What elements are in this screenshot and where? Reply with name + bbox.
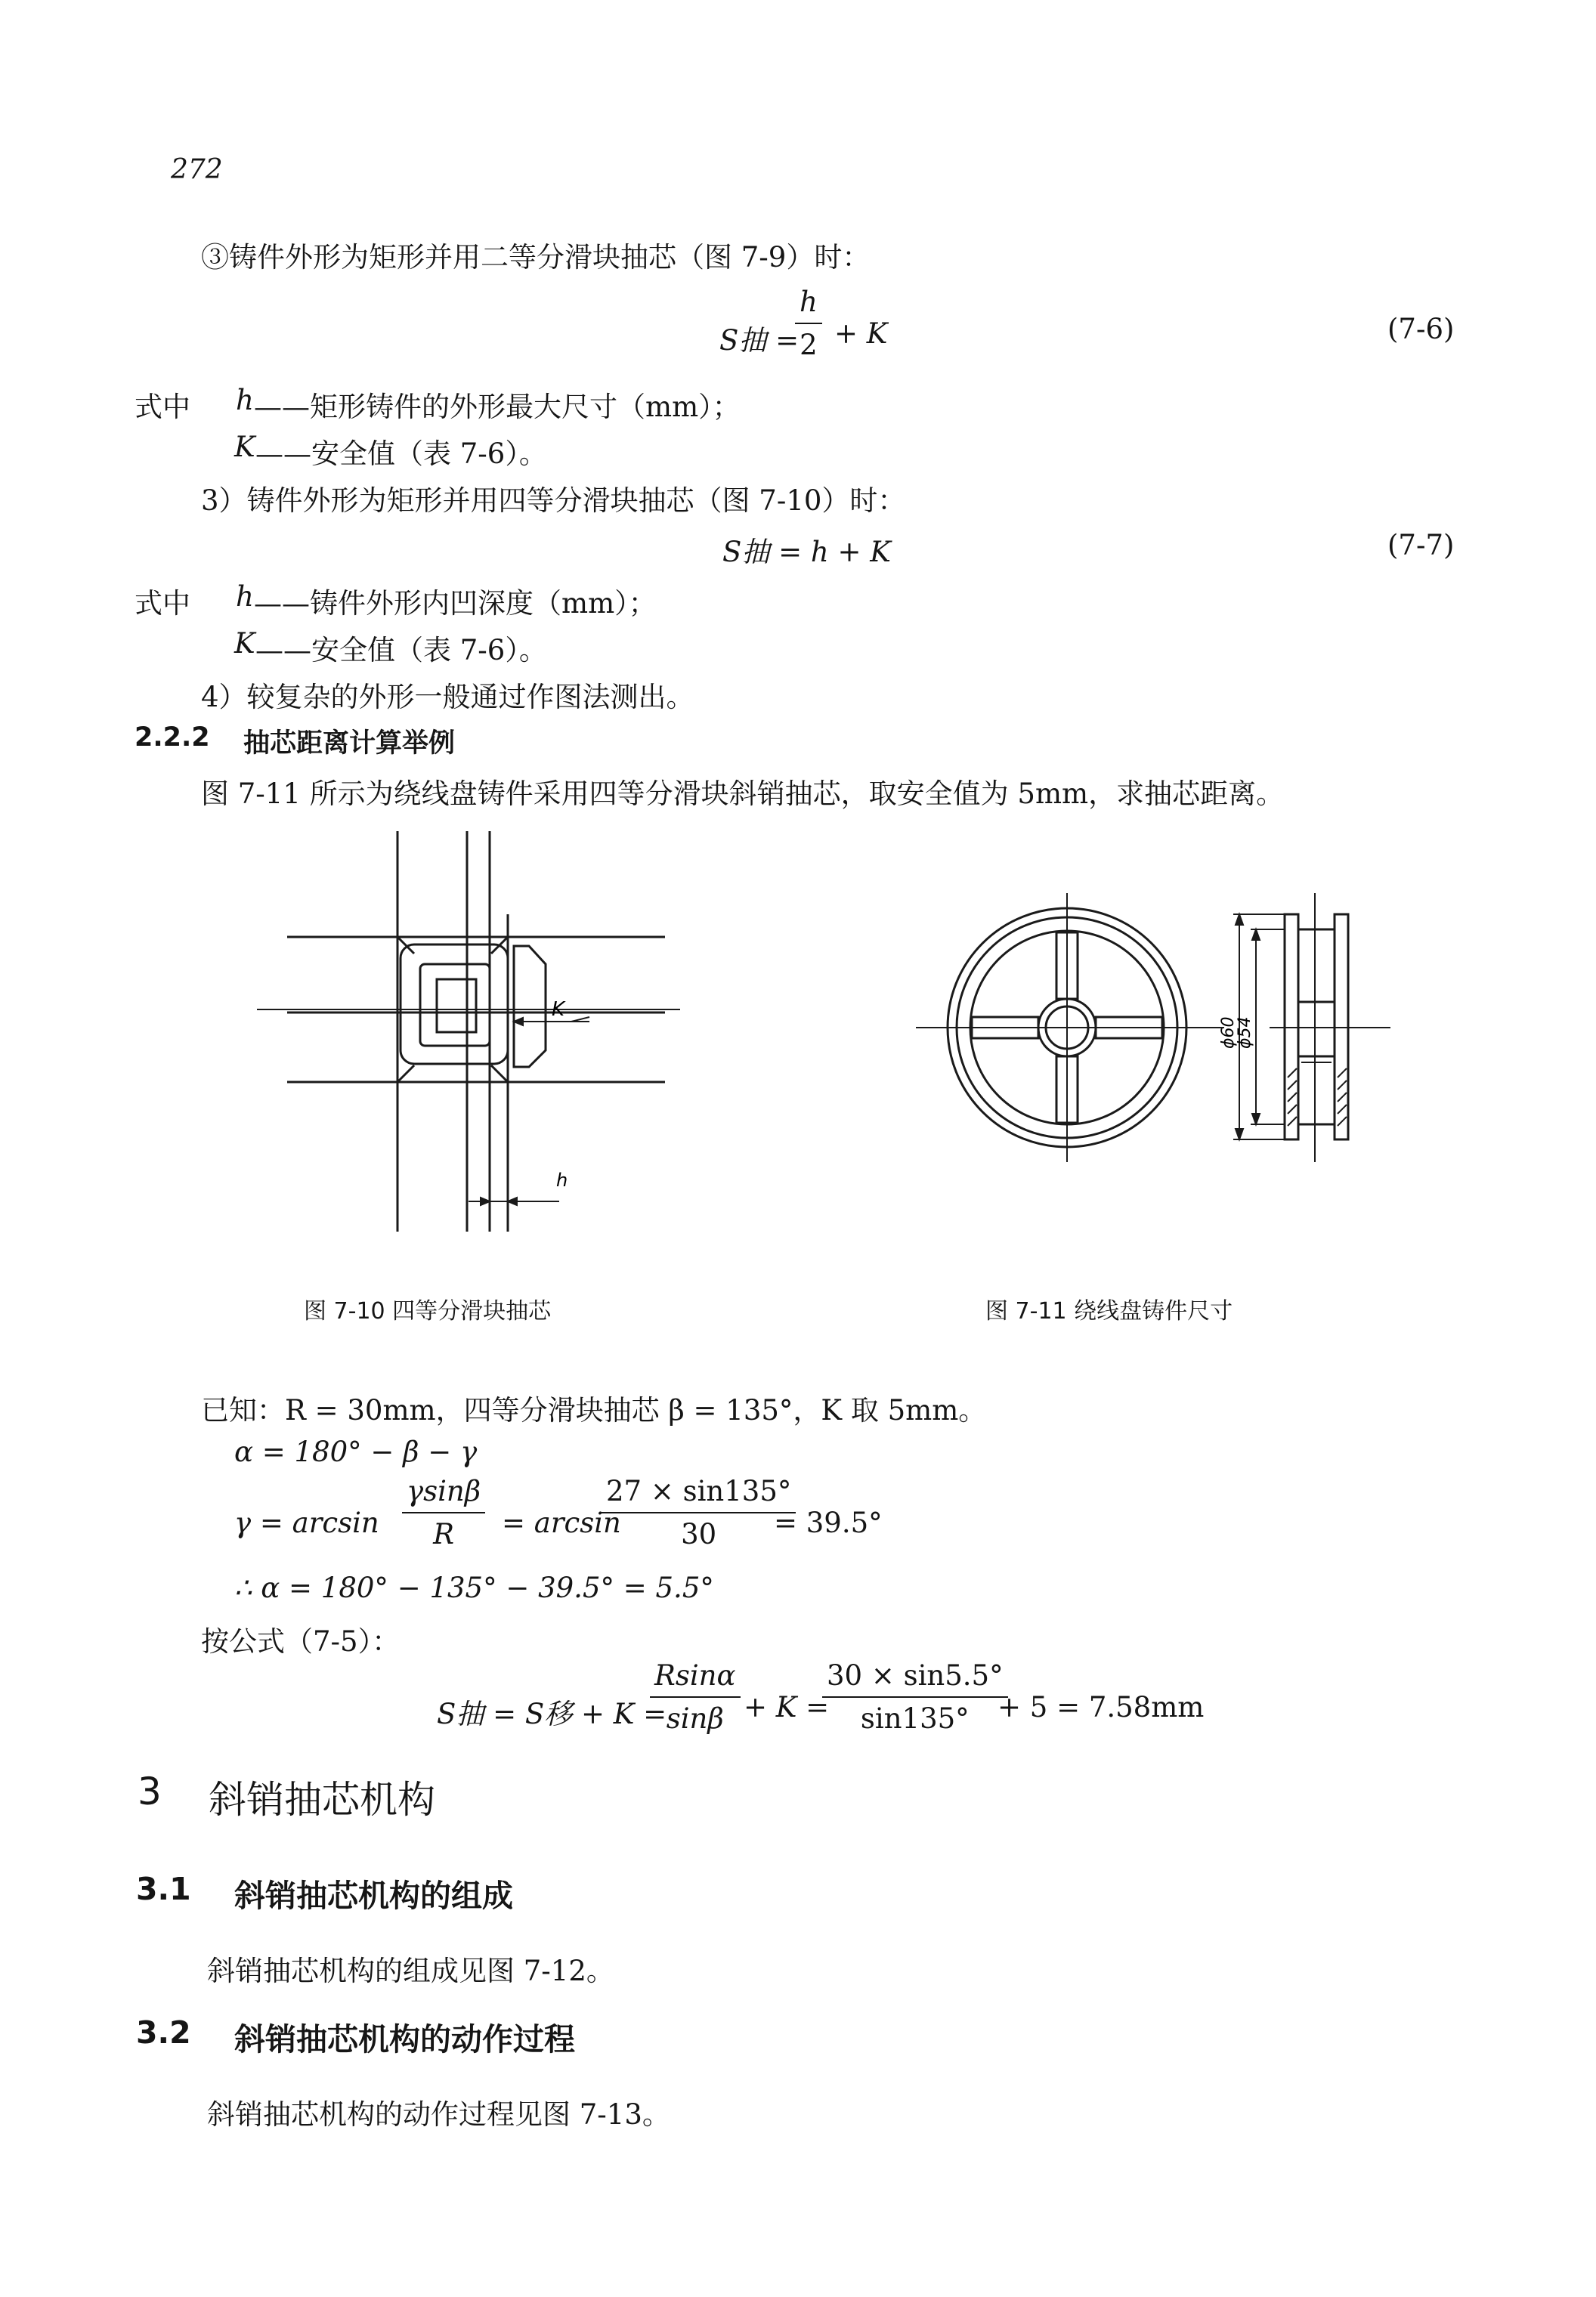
figure-7-11-inner-diameter: ϕ54: [1236, 1016, 1254, 1049]
alpha-result: ∴ α = 180° − 135° − 39.5° = 5.5°: [234, 1572, 714, 1604]
gamma-fraction-2: [602, 1475, 796, 1550]
where1-h-symbol: h: [236, 384, 254, 416]
final-fraction-1-numerator: Rsinα: [654, 1659, 736, 1692]
section-3-1-body: 斜销抽芯机构的组成见图 7-12。: [207, 1955, 614, 1987]
gamma-fraction-2-denominator: 30: [602, 1512, 796, 1550]
where1-lead: 式中: [135, 391, 190, 423]
figure-7-10-k-label: K: [552, 998, 565, 1021]
where2-k-definition: ——安全值（表 7-6）。: [255, 634, 547, 666]
section-3-1-number: 3.1: [136, 1871, 191, 1907]
gamma-fraction-1-denominator: R: [402, 1512, 485, 1550]
final-mid: + K =: [744, 1691, 830, 1724]
final-lhs: S抽 = S移 + K =: [437, 1698, 667, 1730]
eq76-label: (7-6): [1387, 313, 1455, 345]
section-2-2-2-number: 2.2.2: [135, 722, 210, 753]
example-text: 图 7-11 所示为绕线盘铸件采用四等分滑块斜销抽芯，取安全值为 5mm，求抽芯距离。: [201, 778, 1285, 810]
section-3-1-title: 斜销抽芯机构的组成: [234, 1878, 513, 1914]
figure-7-11-caption: 图 7-11 绕线盘铸件尺寸: [985, 1298, 1233, 1325]
where2-k-symbol: K: [234, 627, 255, 660]
where1-k-definition: ——安全值（表 7-6）。: [255, 437, 547, 470]
section-3-title: 斜销抽芯机构: [209, 1778, 435, 1822]
by-formula-text: 按公式（7-5）：: [201, 1625, 401, 1658]
final-fraction-2-numerator: 30 × sin5.5°: [827, 1659, 1004, 1692]
section-2-2-2-title: 抽芯距离计算举例: [243, 728, 456, 759]
where2-h-definition: ——铸件外形内凹深度（mm）；: [254, 587, 657, 620]
final-fraction-2: [822, 1659, 1008, 1735]
section-3-2-number: 3.2: [136, 2014, 191, 2051]
section-3-2-body: 斜销抽芯机构的动作过程见图 7-13。: [207, 2098, 670, 2131]
page-number: 272: [171, 154, 223, 185]
final-fraction-2-denominator: sin135°: [822, 1696, 1008, 1735]
eq76-numerator: h: [800, 286, 818, 318]
alpha-equation: α = 180° − β − γ: [234, 1436, 478, 1468]
final-fraction-1-denominator: sinβ: [650, 1696, 741, 1735]
section-3-number: 3: [138, 1770, 162, 1813]
gamma-lhs: γ = arcsin: [234, 1507, 379, 1539]
gamma-fraction-1-numerator: γsinβ: [407, 1475, 481, 1507]
item-3-text: ③铸件外形为矩形并用二等分滑块抽芯（图 7-9）时：: [201, 241, 871, 274]
eq77-label: (7-7): [1387, 529, 1455, 561]
given-text: 已知：R = 30mm，四等分滑块抽芯 β = 135°，K 取 5mm。: [201, 1394, 987, 1427]
figure-7-10-drawing: [242, 831, 710, 1254]
final-rhs: + 5 = 7.58mm: [998, 1691, 1205, 1724]
gamma-fraction-1: [402, 1475, 485, 1550]
where1-k-symbol: K: [234, 431, 255, 463]
eq77-expression: S抽 = h + K: [722, 536, 891, 568]
eq76-lhs: S抽 =: [719, 324, 800, 357]
eq76-fraction: [795, 286, 822, 361]
final-fraction-1: [650, 1659, 741, 1735]
where2-lead: 式中: [135, 587, 190, 620]
eq76-denominator: 2: [795, 323, 822, 361]
gamma-fraction-2-numerator: 27 × sin135°: [606, 1475, 792, 1507]
item-3b-text: 3）铸件外形为矩形并用四等分滑块抽芯（图 7-10）时：: [201, 484, 906, 517]
figure-7-10-caption: 图 7-10 四等分滑块抽芯: [304, 1298, 552, 1325]
item-4-text: 4）较复杂的外形一般通过作图法测出。: [201, 681, 694, 713]
where2-h-symbol: h: [236, 580, 254, 613]
gamma-rhs: = 39.5°: [774, 1507, 883, 1539]
where1-h-definition: ——矩形铸件的外形最大尺寸（mm）；: [254, 391, 741, 423]
figure-7-11-drawing: [907, 884, 1436, 1171]
figure-7-10-h-label: h: [556, 1170, 568, 1191]
gamma-mid: = arcsin: [502, 1507, 621, 1539]
figure-7-11-outer-diameter: ϕ60: [1219, 1016, 1238, 1049]
section-3-2-title: 斜销抽芯机构的动作过程: [234, 2021, 575, 2057]
eq76-rhs: + K: [834, 317, 888, 350]
